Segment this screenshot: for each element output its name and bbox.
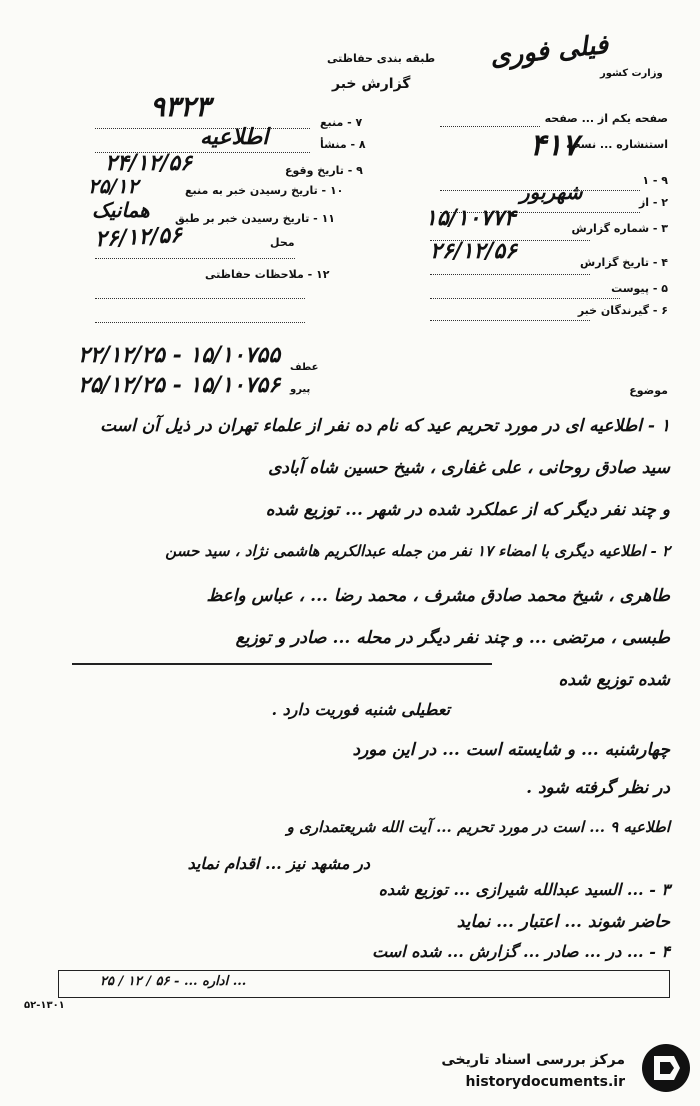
right-field-value: ۲۶/۱۲/۵۶ xyxy=(430,238,517,264)
right-field-label: ۳ - شماره گزارش xyxy=(571,222,668,235)
body-line: حاضر شوند ... اعتبار ... نماید xyxy=(456,912,670,932)
ref-label-2: پیرو xyxy=(290,384,311,395)
document-number: ۹۳۲۳ xyxy=(150,90,211,123)
left-field-label: ۱۰ - تاریخ رسیدن خبر به منبع xyxy=(185,184,344,197)
left-field-label: ۹ - تاریخ وقوع xyxy=(285,164,363,177)
left-field-label: ۱۱ - تاریخ رسیدن خبر بر طبق xyxy=(175,212,336,225)
body-line: تعطیلی شنبه فوریت دارد . xyxy=(271,700,450,719)
right-field-label: ۴ - تاریخ گزارش xyxy=(580,256,668,269)
body-line: در نظر گرفته شود . xyxy=(526,778,670,798)
body-line: چهارشنبه ... و شایسته است ... در این مورد xyxy=(352,740,670,760)
body-line: ۱ - اطلاعیه ای در مورد تحریم عید که نام ده نفر از علماء تهران در ذیل آن است xyxy=(100,416,670,436)
left-field-label: ۱۲ - ملاحظات حفاظتی xyxy=(205,268,330,281)
right-field-label: صفحه یکم از ... صفحه xyxy=(544,112,668,125)
right-field-label: ۲ - از xyxy=(638,196,668,209)
archive-logo xyxy=(640,1042,692,1094)
body-line: اطلاعیه ۹ ... است در مورد تحریم ... آیت الله شریعتمداری و xyxy=(286,818,670,836)
body-line: ۲ - اطلاعیه دیگری با امضاء ۱۷ نفر من جمله عبدالکریم هاشمی نژاد ، سید حسن xyxy=(165,542,670,560)
right-field-value: شهربور xyxy=(520,180,583,204)
left-field-value: اطلاعیه xyxy=(200,124,269,150)
body-line: ۳ - ... السید عبدالله شیرازی ... توزیع شده xyxy=(378,880,670,899)
archive-org-name: مرکز بررسی اسناد تاریخی xyxy=(441,1052,625,1068)
ministry-label: وزارت کشور xyxy=(600,68,663,79)
body-line: طبسی ، مرتضی ... و چند نفر دیگر در محله ... صادر و توزیع xyxy=(235,628,670,648)
left-field-label: ۷ - منبع xyxy=(320,116,363,129)
left-field-value: ۲۵/۱۲ xyxy=(88,174,139,198)
left-field-label: ۸ - منشأ xyxy=(320,138,366,151)
body-line: ۴ - ... در ... صادر ... گزارش ... شده است xyxy=(372,942,670,961)
right-field-label: ۵ - پیوست xyxy=(611,282,668,295)
ref-line-2: ۲۵/۱۲/۲۵ - ۱۵/۱۰۷۵۶ xyxy=(78,372,281,398)
body-line: طاهری ، شیخ محمد صادق مشرف ، محمد رضا ... ، عباس واعظ xyxy=(206,586,670,606)
body-line: سید صادق روحانی ، علی غفاری ، شیخ حسین شاه آبادی xyxy=(268,458,670,478)
ref-label-1: عطف xyxy=(290,362,319,373)
archive-url: historydocuments.ir xyxy=(465,1074,625,1090)
right-field-value: ۱۵/۱۰۷۷۴ xyxy=(425,205,516,231)
subject-label: موضوع xyxy=(629,384,668,397)
footer-signature: ... اداره ... - ۵۶ / ۱۲ / ۲۵ xyxy=(100,974,247,989)
classification-label: طبقه بندی حفاظتی xyxy=(327,52,436,65)
right-field-label: استنشاره ... نسخه xyxy=(566,138,668,151)
right-field-label: ۱ - ۹ xyxy=(642,174,668,187)
left-field-value: ۲۴/۱۲/۵۶ xyxy=(105,150,192,176)
left-field-value: همانیک xyxy=(92,198,150,222)
ref-line-1: ۲۲/۱۲/۲۵ - ۱۵/۱۰۷۵۵ xyxy=(78,342,281,368)
right-field-value: ۴۱۷ xyxy=(530,128,579,163)
left-field-value: ۲۶/۱۲/۵۶ xyxy=(94,221,183,253)
footer-code: ۵۲-۱۳۰۱ xyxy=(24,1000,65,1011)
right-field-label: ۶ - گیرندگان خبر xyxy=(577,304,668,317)
report-title: گزارش خبر xyxy=(332,76,411,92)
urgent-stamp: فیلی فوری xyxy=(488,29,610,73)
left-field-label: محل xyxy=(270,236,295,249)
body-line: در مشهد نیز ... اقدام نماید xyxy=(187,854,370,873)
body-line: شده توزیع شده xyxy=(558,670,670,690)
body-line: و چند نفر دیگر که از عملکرد شده در شهر ... توزیع شده xyxy=(265,500,670,520)
